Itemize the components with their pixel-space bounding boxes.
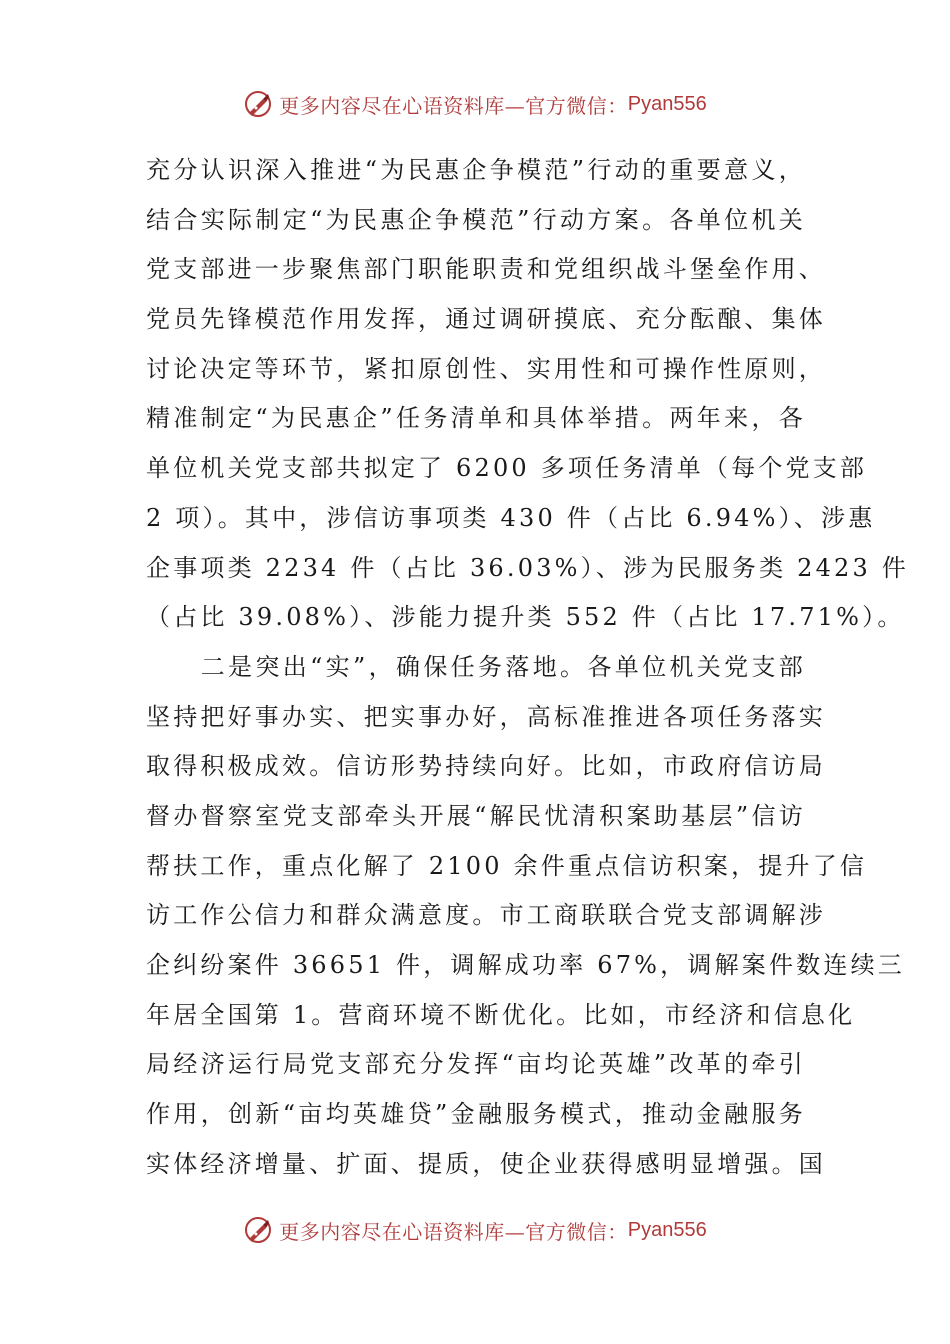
body-line: 讨论决定等环节，紧扣原创性、实用性和可操作性原则， bbox=[146, 354, 826, 383]
document-body bbox=[146, 146, 910, 1189]
body-line: 督办督察室党支部牵头开展“解民忧清积案助基层”信访 bbox=[146, 801, 806, 830]
body-line: 二是突出“实”，确保任务落地。各单位机关党支部 bbox=[146, 652, 806, 681]
watermark-wechat-id: Pyan556 bbox=[627, 92, 707, 115]
body-line: 结合实际制定“为民惠企争模范”行动方案。各单位机关 bbox=[146, 205, 806, 234]
body-line: 局经济运行局党支部充分发挥“亩均论英雄”改革的牵引 bbox=[146, 1050, 806, 1079]
watermark-text: 更多内容尽在心语资料库—官方微信： bbox=[279, 1219, 628, 1244]
body-line: 坚持把好事办实、把实事办好，高标准推进各项任务落实 bbox=[146, 702, 826, 731]
body-line: 企事项类 2234 件（占比 36.03%）、涉为民服务类 2423 件 bbox=[146, 553, 910, 582]
body-line: 企纠纷案件 36651 件，调解成功率 67%，调解案件数连续三 bbox=[146, 951, 905, 979]
body-line: 精准制定“为民惠企”任务清单和具体举措。两年来，各 bbox=[146, 404, 806, 433]
body-line: 作用，创新“亩均英雄贷”金融服务模式，推动金融服务 bbox=[146, 1100, 806, 1129]
body-line: 单位机关党支部共拟定了 6200 多项任务清单（每个党支部 bbox=[146, 454, 868, 483]
body-line: （占比 39.08%）、涉能力提升类 552 件（占比 17.71%）。 bbox=[146, 603, 905, 632]
body-line: 党支部进一步聚焦部门职能职责和党组织战斗堡垒作用、 bbox=[146, 255, 826, 284]
pen-nib-circle-icon bbox=[243, 89, 273, 119]
pen-nib-circle-icon bbox=[243, 1215, 273, 1245]
watermark-text: 更多内容尽在心语资料库—官方微信： bbox=[279, 93, 628, 118]
body-line: 年居全国第 1。营商环境不断优化。比如，市经济和信息化 bbox=[146, 1000, 856, 1029]
body-line: 2 项）。其中，涉信访事项类 430 件（占比 6.94%）、涉惠 bbox=[146, 503, 876, 532]
body-line: 充分认识深入推进“为民惠企争模范”行动的重要意义， bbox=[146, 156, 806, 184]
body-line: 党员先锋模范作用发挥，通过调研摸底、充分酝酿、集体 bbox=[146, 305, 826, 334]
header-watermark bbox=[0, 84, 950, 124]
footer-watermark bbox=[0, 1210, 950, 1250]
body-line: 访工作公信力和群众满意度。市工商联联合党支部调解涉 bbox=[146, 901, 826, 930]
body-line: 取得积极成效。信访形势持续向好。比如，市政府信访局 bbox=[146, 752, 826, 781]
body-line: 实体经济增量、扩面、提质，使企业获得感明显增强。国 bbox=[146, 1149, 826, 1178]
body-line: 帮扶工作，重点化解了 2100 余件重点信访积案，提升了信 bbox=[146, 851, 868, 880]
watermark-wechat-id: Pyan556 bbox=[627, 1218, 707, 1241]
